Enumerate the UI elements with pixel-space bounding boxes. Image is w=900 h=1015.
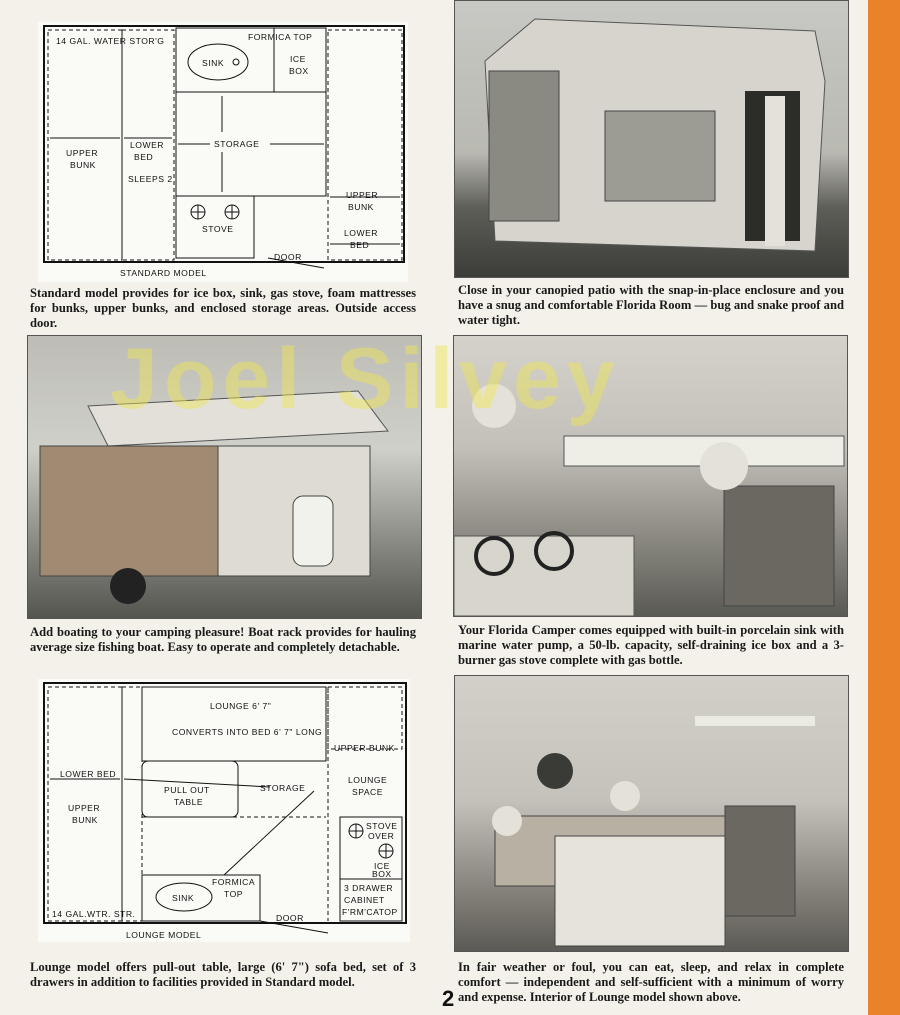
lounge-plan-label-sink: SINK — [172, 893, 195, 903]
plan-label-lower-bed: LOWER — [130, 140, 165, 150]
lounge-plan-label-converts: CONVERTS INTO BED 6' 7" LONG — [172, 727, 323, 737]
plan-label-formica: FORMICA TOP — [248, 32, 313, 42]
orange-side-stripe — [868, 0, 900, 1015]
photo-lounge-interior — [454, 675, 849, 952]
plan-label-model: STANDARD MODEL — [120, 268, 207, 278]
caption-kitchen: Your Florida Camper comes equipped with built-in porcelain sink with marine water pump, a 50-lb. capacity, self-draining ice box and a 3-burner gas stove complete with gas bottle. — [458, 623, 844, 667]
caption-standard-model: Standard model provides for ice box, sink, gas stove, foam mattresses for bunks, upper bunks, and enclosed storage areas. Outside access door. — [30, 286, 416, 330]
plan-label-lower-bed-right-2: BED — [350, 240, 370, 250]
lounge-plan-label-pull-out-2: TABLE — [174, 797, 204, 807]
lounge-plan-label-drawer-2: CABINET — [344, 895, 385, 905]
plan-label-sleeps: SLEEPS 2 — [128, 174, 173, 184]
lounge-plan-label-lounge-space-2: SPACE — [352, 787, 383, 797]
lounge-plan-label-upper-bunk-2: BUNK — [72, 815, 98, 825]
plan-label-upper-bunk-2: BUNK — [70, 160, 96, 170]
lounge-plan-label-upper-bunk-right: UPPER BUNK — [334, 743, 395, 753]
lounge-plan-label-icebox: ICE — [374, 861, 390, 871]
lounge-plan-label-icebox-2: BOX — [372, 869, 392, 879]
lounge-plan-label-upper-bunk: UPPER — [68, 803, 101, 813]
lounge-plan-label-drawer-3: F'RM'CATOP — [342, 907, 398, 917]
lounge-plan-label-door: DOOR — [276, 913, 304, 923]
lounge-plan-label-stove-over: STOVE — [366, 821, 398, 831]
plan-label-upper-bunk: UPPER — [66, 148, 99, 158]
plan-label-door: DOOR — [274, 252, 302, 262]
plan-label-sink: SINK — [202, 58, 225, 68]
standard-model-floor-plan — [38, 22, 408, 282]
plan-label-upper-bunk-right: UPPER — [346, 190, 379, 200]
lounge-plan-label-pull-out: PULL OUT — [164, 785, 210, 795]
photo-canopied-patio — [454, 0, 849, 278]
lounge-plan-label-model: LOUNGE MODEL — [126, 930, 202, 940]
watermark: Joel Silvey — [110, 331, 621, 427]
lounge-plan-label-stove-over-2: OVER — [368, 831, 395, 841]
lounge-plan-label-lower-bed: LOWER BED — [60, 769, 117, 779]
caption-interior: In fair weather or foul, you can eat, sleep, and relax in complete comfort — independent and self-sufficient with a minimum of worry and expense. Interior of Lounge model shown above. — [458, 960, 844, 1004]
lounge-plan-label-formica-2: TOP — [224, 889, 244, 899]
page-number: 2 — [442, 986, 455, 1011]
lounge-plan-label-storage: STORAGE — [260, 783, 306, 793]
lounge-plan-label-lounge: LOUNGE 6' 7" — [210, 701, 272, 711]
lounge-plan-label-formica: FORMICA — [212, 877, 256, 887]
plan-label-lower-bed-2: BED — [134, 152, 154, 162]
plan-label-stove: STOVE — [202, 224, 234, 234]
plan-label-storage: STORAGE — [214, 139, 260, 149]
lounge-plan-label-drawer: 3 DRAWER — [344, 883, 394, 893]
caption-patio: Close in your canopied patio with the snap-in-place enclosure and you have a snug and comfortable Florida Room — bug and snake proof and water tight. — [458, 283, 844, 327]
caption-boat: Add boating to your camping pleasure! Boat rack provides for hauling average size fishing boat. Easy to operate and completely detachable. — [30, 625, 416, 654]
plan-label-icebox: ICE — [290, 54, 306, 64]
lounge-plan-label-water: 14 GAL.WTR. STR. — [52, 909, 136, 919]
plan-label-lower-bed-right: LOWER — [344, 228, 379, 238]
plan-label-water: 14 GAL. WATER STOR'G — [56, 36, 165, 46]
caption-lounge-model: Lounge model offers pull-out table, large (6' 7") sofa bed, set of 3 drawers in addition to facilities provided in Standard model. — [30, 960, 416, 989]
plan-label-icebox-2: BOX — [289, 66, 309, 76]
lounge-plan-label-lounge-space: LOUNGE — [348, 775, 388, 785]
plan-label-upper-bunk-right-2: BUNK — [348, 202, 374, 212]
lounge-model-floor-plan — [38, 679, 410, 942]
